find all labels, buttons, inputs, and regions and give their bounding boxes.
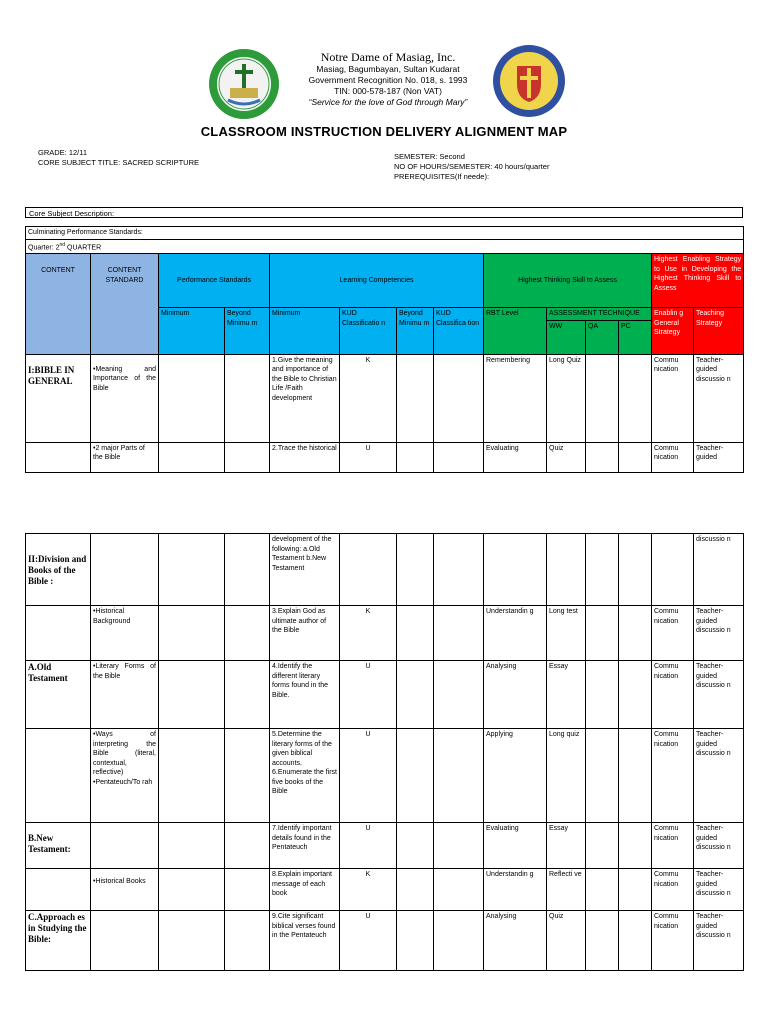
subject-meta-left — [38, 148, 199, 168]
rbt-cell: Analysing — [484, 911, 547, 971]
kud-cell: K — [340, 354, 397, 442]
kud-cell: U — [340, 911, 397, 971]
document-title: CLASSROOM INSTRUCTION DELIVERY ALIGNMENT MAP — [200, 124, 568, 139]
enabling-cell: Commu nication — [652, 661, 694, 729]
kud-cell — [340, 534, 397, 606]
rbt-cell — [484, 534, 547, 606]
semester-label: SEMESTER: Second — [394, 152, 465, 161]
kud-cell: U — [340, 823, 397, 869]
rbt-cell: Evaluating — [484, 442, 547, 472]
alignment-map-table — [25, 226, 744, 473]
competency-cell: 4.Identify the different literary forms found in the Bible. — [270, 661, 340, 729]
enabling-cell: Commu nication — [652, 729, 694, 823]
rbt-cell: Analysing — [484, 661, 547, 729]
header-teaching-strategy: Teaching Strategy — [694, 308, 744, 355]
content-cell — [26, 442, 91, 472]
kud-cell: K — [340, 869, 397, 911]
content-standard-cell: •Ways of interpreting the Bible (literal, contextual, reflective) •Pentateuch/To rah — [91, 729, 159, 823]
content-standard-cell: •Historical Books — [91, 869, 159, 911]
content-standard-cell: •Literary Forms of the Bible — [91, 661, 159, 729]
rbt-cell: Understandin g — [484, 869, 547, 911]
strategy-cell: Teacher-guided discussio n — [694, 354, 744, 442]
header-ww: WW — [547, 321, 586, 354]
competency-cell: 7.Identify important details found in the Pentateuch — [270, 823, 340, 869]
ww-cell: Quiz — [547, 911, 586, 971]
school-name: Notre Dame of Masiag, Inc. — [320, 50, 456, 64]
tin-number: TIN: 000-578-187 (Non VAT) — [334, 86, 442, 96]
header-learning-competencies: Learning Competencies — [270, 254, 484, 308]
competency-cell: 8.Explain important message of each book — [270, 869, 340, 911]
competency-cell: development of the following: a.Old Testament b.New Testament — [270, 534, 340, 606]
kud-cell: U — [340, 729, 397, 823]
content-standard-cell: •2 major Parts of the Bible — [91, 442, 159, 472]
enabling-cell: Commu nication — [652, 442, 694, 472]
strategy-cell: Teacher-guided discussio n — [694, 606, 744, 661]
rbt-cell: Remembering — [484, 354, 547, 442]
ww-cell — [547, 534, 586, 606]
header-performance-standards: Performance Standards — [159, 254, 270, 308]
grade-label: GRADE: 12/11 — [38, 148, 88, 157]
content-cell: II:Division and Books of the Bible : — [26, 534, 91, 606]
rbt-cell: Evaluating — [484, 823, 547, 869]
strategy-cell: Teacher-guided discussio n — [694, 661, 744, 729]
content-cell — [26, 869, 91, 911]
hours-label: NO OF HOURS/SEMESTER: 40 hours/quarter — [394, 162, 550, 171]
rbt-cell: Applying — [484, 729, 547, 823]
content-standard-cell: •Historical Background — [91, 606, 159, 661]
ww-cell: Essay — [547, 823, 586, 869]
header-ps-minimum: Minimum — [159, 308, 225, 355]
kud-cell: K — [340, 606, 397, 661]
content-cell: C.Approach es in Studying the Bible: — [26, 911, 91, 971]
core-subject-description: Core Subject Description: — [25, 207, 743, 218]
table-row — [26, 869, 744, 911]
school-address: Masiag, Bagumbayan, Sultan Kudarat — [316, 64, 460, 74]
content-standard-cell — [91, 534, 159, 606]
table-row — [26, 729, 744, 823]
strategy-cell: discussio n — [694, 534, 744, 606]
alignment-map-table-continued — [25, 533, 744, 971]
enabling-cell: Commu nication — [652, 606, 694, 661]
prerequisites-label: PREREQUISITES(If neede): — [394, 172, 490, 181]
header-qa: QA — [586, 321, 619, 354]
strategy-cell: Teacher-guided discussio n — [694, 823, 744, 869]
header-highest-enabling-strategy: Highest Enabling Strategy to Use in Developing the Highest Thinking Skill to Assess — [652, 254, 744, 308]
table-row — [26, 354, 744, 442]
header-lc-beyond-minimum: Beyond Minimu m — [397, 308, 434, 355]
header-kud-classification-2: KUD Classifica tion — [434, 308, 484, 355]
content-standard-cell — [91, 911, 159, 971]
competency-cell: 9.Cite significant biblical verses found in the Pentateuch — [270, 911, 340, 971]
content-cell — [26, 606, 91, 661]
header-highest-thinking-skill: Highest Thinking Skill to Assess — [484, 254, 652, 308]
content-cell: A.Old Testament — [26, 661, 91, 729]
enabling-cell: Commu nication — [652, 354, 694, 442]
table-row — [26, 606, 744, 661]
strategy-cell: Teacher-guided — [694, 442, 744, 472]
school-seal-logo — [208, 48, 280, 120]
ww-cell: Long test — [547, 606, 586, 661]
header-content: CONTENT — [26, 254, 91, 355]
rbt-cell: Understandin g — [484, 606, 547, 661]
header-assessment-technique — [547, 308, 652, 355]
table-row — [26, 442, 744, 472]
competency-cell: 2.Trace the historical — [270, 442, 340, 472]
core-subject-title: CORE SUBJECT TITLE: SACRED SCRIPTURE — [38, 158, 200, 167]
content-standard-cell — [91, 823, 159, 869]
competency-cell: 3.Explain God as ultimate author of the Bible — [270, 606, 340, 661]
ww-cell: Long Quiz — [547, 354, 586, 442]
header-rbt-level: RBT Level — [484, 308, 547, 355]
header-enabling-general-strategy: Enablin g General Strategy — [652, 308, 694, 355]
table-row — [26, 661, 744, 729]
enabling-cell — [652, 534, 694, 606]
strategy-cell: Teacher-guided discussio n — [694, 729, 744, 823]
table-row — [26, 911, 744, 971]
culminating-performance-standards: Culminating Performance Standards: — [26, 227, 744, 240]
school-header — [0, 40, 768, 130]
enabling-cell: Commu nication — [652, 823, 694, 869]
school-info — [290, 50, 486, 108]
table-row — [26, 823, 744, 869]
enabling-cell: Commu nication — [652, 911, 694, 971]
strategy-cell: Teacher-guided discussio n — [694, 869, 744, 911]
assessment-technique-label: ASSESSMENT TECHNIQUE — [547, 308, 651, 321]
header-lc-minimum: Minimum — [270, 308, 340, 355]
kud-cell: U — [340, 442, 397, 472]
strategy-cell: Teacher-guided discussio n — [694, 911, 744, 971]
ww-cell: Long quiz — [547, 729, 586, 823]
content-cell — [26, 729, 91, 823]
school-motto: “Service for the love of God through Mary” — [308, 97, 468, 107]
competency-cell: 1.Give the meaning and importance of the Bible to Christian Life /Faith development — [270, 354, 340, 442]
quarter-label: Quarter: 2nd QUARTER — [26, 239, 744, 254]
enabling-cell: Commu nication — [652, 869, 694, 911]
competency-cell: 5.Determine the literary forms of the given biblical accounts. 6.Enumerate the first five books of the Bible — [270, 729, 340, 823]
diocese-seal-logo — [492, 44, 566, 118]
content-cell: I:BIBLE IN GENERAL — [26, 354, 91, 442]
header-pc: PC — [621, 322, 631, 330]
ww-cell: Reflecti ve — [547, 869, 586, 911]
ww-cell: Quiz — [547, 442, 586, 472]
ww-cell: Essay — [547, 661, 586, 729]
subject-meta-right — [394, 152, 549, 182]
header-content-standard: CONTENT STANDARD — [91, 254, 159, 355]
kud-cell: U — [340, 661, 397, 729]
header-kud-classification: KUD Classificatio n — [340, 308, 397, 355]
content-standard-cell: •Meaning and Importance of the Bible — [91, 354, 159, 442]
table-row — [26, 534, 744, 606]
government-recognition: Government Recognition No. 018, s. 1993 — [308, 75, 468, 85]
content-cell: B.New Testament: — [26, 823, 91, 869]
header-ps-beyond-minimum: Beyond Minimu m — [225, 308, 270, 355]
